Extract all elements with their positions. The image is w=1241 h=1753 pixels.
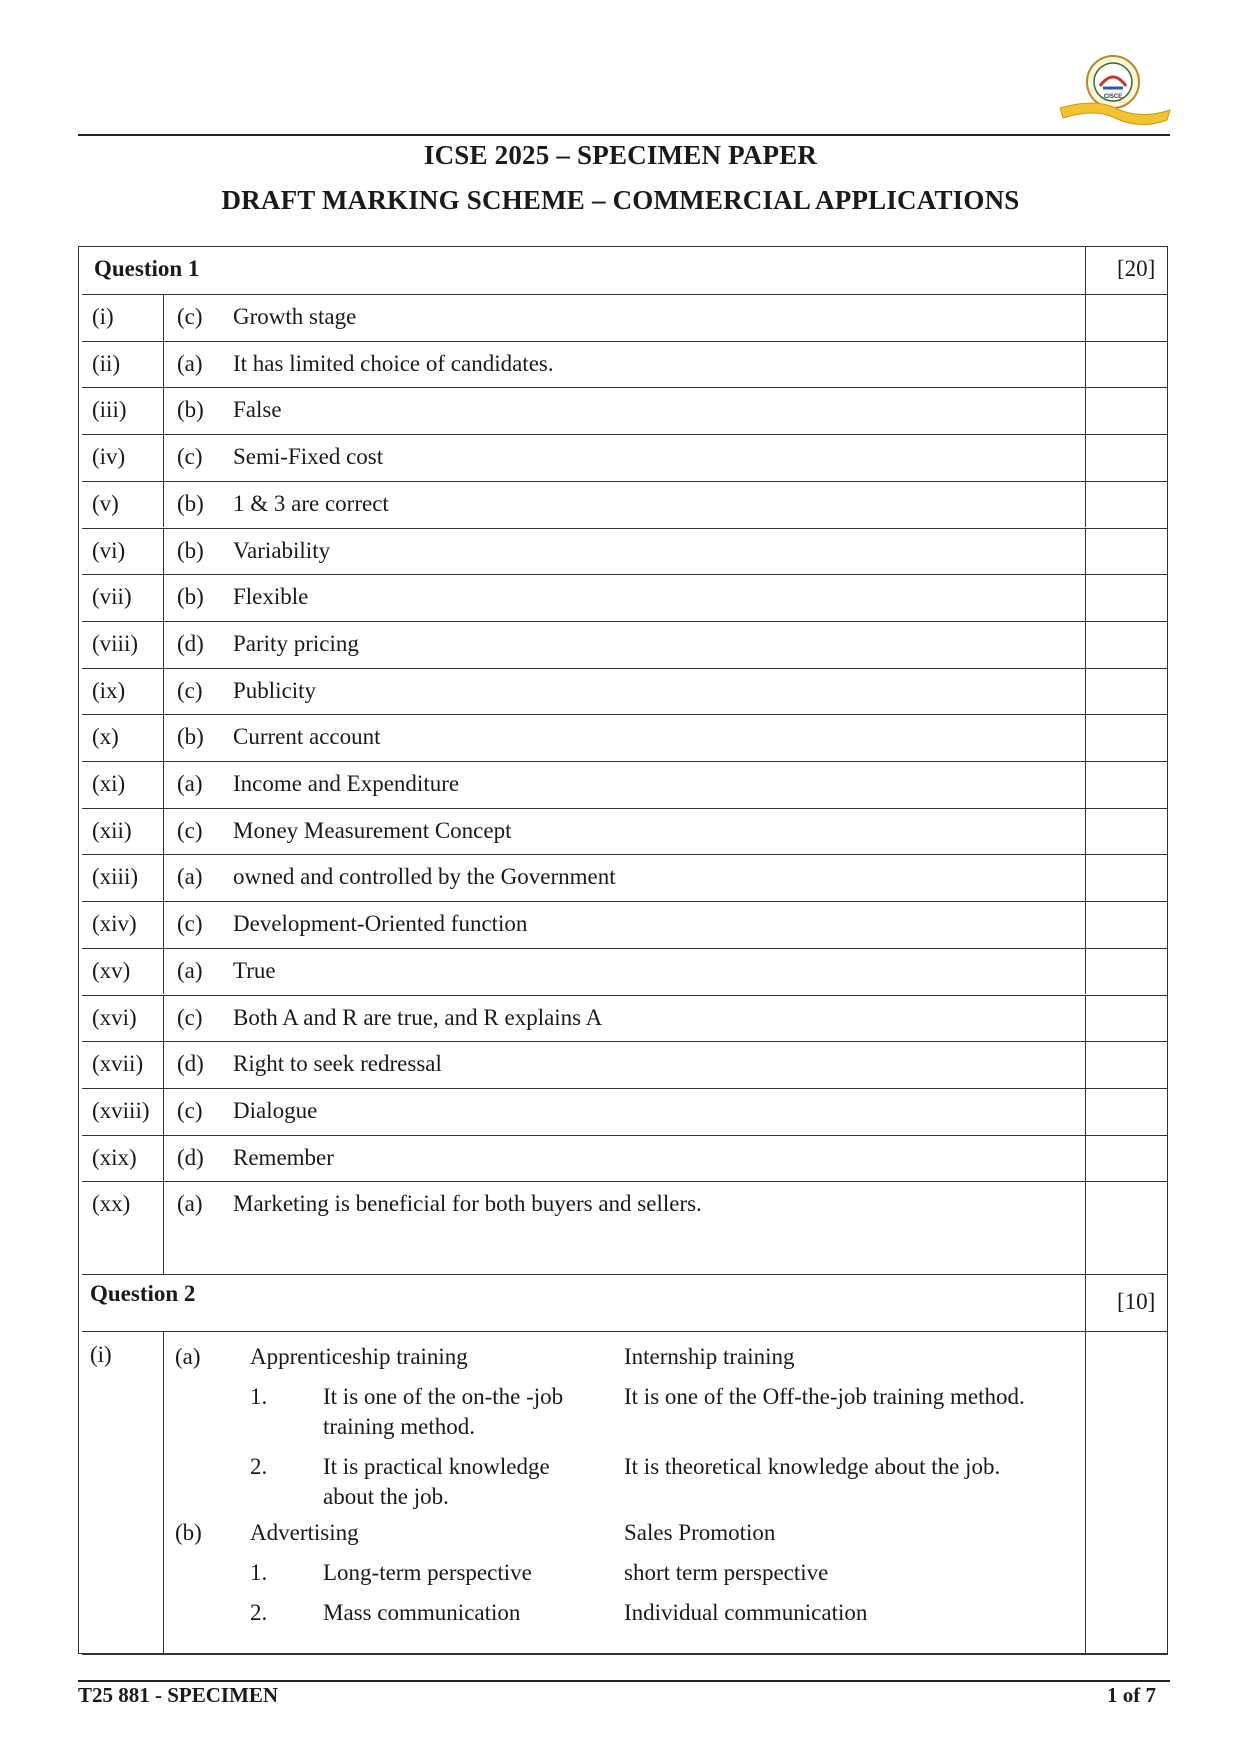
column-divider xyxy=(163,854,164,901)
header-rule xyxy=(78,134,1170,136)
column-divider xyxy=(1085,1274,1086,1331)
answer-option: (a) xyxy=(177,771,203,796)
row-divider xyxy=(82,761,1168,762)
question-number: (iv) xyxy=(92,444,126,470)
answer-option: (c) xyxy=(177,444,203,470)
column-divider xyxy=(1085,574,1086,621)
answer-text: Variability xyxy=(233,537,331,563)
comparison-point-right: short term perspective xyxy=(624,1560,829,1585)
question-number: (xx) xyxy=(92,1191,131,1217)
answer-text: Publicity xyxy=(233,677,317,703)
column-divider xyxy=(163,574,164,621)
comparison-point-left: Long-term perspective xyxy=(323,1560,532,1585)
page-subtitle: DRAFT MARKING SCHEME – COMMERCIAL APPLICATIONS xyxy=(221,185,1020,215)
question-1-marks: [20] xyxy=(1117,256,1156,281)
page-title: ICSE 2025 – SPECIMEN PAPER xyxy=(423,140,818,170)
answer-option: (c) xyxy=(177,304,203,329)
answer-text: Semi-Fixed cost xyxy=(233,444,384,470)
question-number: (xv) xyxy=(92,957,131,983)
question-number: (ix) xyxy=(92,677,126,703)
answer-text: Development-Oriented function xyxy=(233,911,528,937)
column-divider xyxy=(163,901,164,948)
column-divider xyxy=(163,761,164,808)
row-divider xyxy=(82,948,1168,949)
answer-text: False xyxy=(233,397,282,423)
column-divider xyxy=(163,995,164,1042)
answer-option: (c) xyxy=(177,677,203,703)
answer-option: (c) xyxy=(177,911,203,937)
column-divider xyxy=(163,341,164,388)
answer-option: (b) xyxy=(175,1520,202,1545)
answer-text: Parity pricing xyxy=(233,630,359,656)
comparison-heading-left: Apprenticeship training xyxy=(250,1344,468,1369)
row-divider xyxy=(82,1181,1168,1182)
comparison-point-left: It is practical knowledge about the job. xyxy=(323,1454,550,1509)
column-divider xyxy=(163,808,164,855)
svg-text:CISCE: CISCE xyxy=(1103,94,1123,100)
answer-option: (b) xyxy=(177,724,204,750)
row-divider xyxy=(82,1135,1168,1136)
answer-text: owned and controlled by the Government xyxy=(233,864,616,890)
question-number: (vii) xyxy=(92,584,132,610)
answer-text: It has limited choice of candidates. xyxy=(233,350,554,376)
question-number: (xii) xyxy=(92,817,132,843)
column-divider xyxy=(1085,1331,1086,1654)
question-number: (ii) xyxy=(92,350,121,376)
column-divider xyxy=(1085,1135,1086,1182)
column-divider xyxy=(163,714,164,761)
row-divider xyxy=(82,1041,1168,1042)
question-number: (xiv) xyxy=(92,911,137,937)
column-divider xyxy=(163,1181,164,1274)
question-number: (xvi) xyxy=(92,1004,137,1030)
answer-option: (b) xyxy=(177,397,204,423)
row-divider xyxy=(82,481,1168,482)
row-divider xyxy=(82,528,1168,529)
comparison-point-right: It is theoretical knowledge about the job. xyxy=(624,1454,1001,1479)
answer-text: Right to seek redressal xyxy=(233,1051,442,1077)
column-divider xyxy=(1085,621,1086,668)
row-divider xyxy=(82,387,1168,388)
row-divider xyxy=(82,574,1168,575)
answer-option: (a) xyxy=(177,864,203,890)
answer-text: Both A and R are true, and R explains A xyxy=(233,1004,603,1030)
question-number: (xvii) xyxy=(92,1051,144,1077)
comparison-point-right: It is one of the Off-the-job training method. xyxy=(624,1384,1025,1409)
column-divider xyxy=(163,668,164,715)
row-divider xyxy=(82,995,1168,996)
column-divider xyxy=(1085,714,1086,761)
answer-option: (c) xyxy=(177,1097,203,1123)
answer-text: Marketing is beneficial for both buyers and sellers. xyxy=(233,1191,702,1217)
row-divider xyxy=(82,1331,1168,1332)
column-divider xyxy=(1085,294,1086,341)
answer-text: Growth stage xyxy=(233,304,357,329)
row-divider xyxy=(82,808,1168,809)
column-divider xyxy=(1085,854,1086,901)
answer-option: (b) xyxy=(177,584,204,610)
column-divider xyxy=(1085,341,1086,388)
point-number: 1. xyxy=(250,1560,268,1585)
answer-text: Remember xyxy=(233,1144,334,1170)
column-divider xyxy=(163,1088,164,1135)
comparison-point-right: Individual communication xyxy=(624,1600,868,1625)
column-divider xyxy=(1085,808,1086,855)
column-divider xyxy=(1085,247,1086,294)
column-divider xyxy=(1085,434,1086,481)
page-number: 1 of 7 xyxy=(1107,1683,1156,1707)
answer-option: (c) xyxy=(177,817,203,843)
row-divider xyxy=(82,341,1168,342)
point-number: 1. xyxy=(250,1384,268,1409)
column-divider xyxy=(1085,387,1086,434)
question-number: (i) xyxy=(92,304,114,329)
column-divider xyxy=(163,528,164,575)
column-divider xyxy=(163,948,164,995)
answer-option: (a) xyxy=(177,350,203,376)
column-divider xyxy=(1085,901,1086,948)
answer-option: (d) xyxy=(177,1144,204,1170)
row-divider xyxy=(82,714,1168,715)
answer-option: (a) xyxy=(177,957,203,983)
answer-text: Income and Expenditure xyxy=(233,771,460,796)
comparison-heading-left: Advertising xyxy=(250,1520,359,1545)
answer-option: (b) xyxy=(177,490,204,516)
column-divider xyxy=(1085,761,1086,808)
question-number: (xi) xyxy=(92,771,126,796)
answer-text: 1 & 3 are correct xyxy=(233,490,389,516)
column-divider xyxy=(1085,668,1086,715)
answer-option: (a) xyxy=(175,1344,201,1369)
column-divider xyxy=(163,1135,164,1182)
question-number: (viii) xyxy=(92,630,138,656)
comparison-heading-right: Internship training xyxy=(624,1344,795,1369)
answer-option: (a) xyxy=(177,1191,203,1217)
column-divider xyxy=(1085,1181,1086,1274)
question-number: (xix) xyxy=(92,1144,137,1170)
row-divider xyxy=(82,434,1168,435)
column-divider xyxy=(1085,528,1086,575)
column-divider xyxy=(163,434,164,481)
question-2-marks: [10] xyxy=(1117,1289,1156,1314)
answer-text: Current account xyxy=(233,724,381,750)
point-number: 2. xyxy=(250,1454,268,1479)
answer-option: (d) xyxy=(177,1051,204,1077)
row-divider xyxy=(82,1274,1168,1275)
question-number: (i) xyxy=(90,1342,112,1367)
comparison-heading-right: Sales Promotion xyxy=(624,1520,776,1545)
answer-text: Flexible xyxy=(233,584,309,610)
row-divider xyxy=(82,854,1168,855)
column-divider xyxy=(1085,1088,1086,1135)
question-number: (x) xyxy=(92,724,119,750)
column-divider xyxy=(163,621,164,668)
column-divider xyxy=(1085,1041,1086,1088)
column-divider xyxy=(163,294,164,341)
answer-text: Dialogue xyxy=(233,1097,318,1123)
comparison-point-left: Mass communication xyxy=(323,1600,521,1625)
column-divider xyxy=(163,387,164,434)
row-divider xyxy=(82,294,1168,295)
comparison-point-left: It is one of the on-the -job training method. xyxy=(323,1384,564,1439)
column-divider xyxy=(163,481,164,528)
footer-rule xyxy=(78,1680,1170,1682)
row-divider xyxy=(82,1088,1168,1089)
row-divider xyxy=(82,668,1168,669)
cisce-logo xyxy=(1055,50,1175,128)
column-divider xyxy=(1085,995,1086,1042)
question-number: (v) xyxy=(92,490,119,516)
column-divider xyxy=(163,1041,164,1088)
question-number: (vi) xyxy=(92,537,126,563)
column-divider xyxy=(1085,481,1086,528)
answer-option: (d) xyxy=(177,630,204,656)
column-divider xyxy=(163,1331,164,1654)
answer-text: True xyxy=(233,957,276,983)
question-number: (xiii) xyxy=(92,864,138,890)
row-divider xyxy=(82,1654,1168,1655)
paper-code: T25 881 - SPECIMEN xyxy=(78,1683,279,1707)
answer-option: (b) xyxy=(177,537,204,563)
question-2-label: Question 2 xyxy=(90,1281,196,1306)
question-1-label: Question 1 xyxy=(94,256,200,281)
answer-option: (c) xyxy=(177,1004,203,1030)
row-divider xyxy=(82,901,1168,902)
answer-text: Money Measurement Concept xyxy=(233,817,512,843)
question-number: (iii) xyxy=(92,397,127,423)
column-divider xyxy=(1085,948,1086,995)
point-number: 2. xyxy=(250,1600,268,1625)
row-divider xyxy=(82,621,1168,622)
question-number: (xviii) xyxy=(92,1097,150,1123)
